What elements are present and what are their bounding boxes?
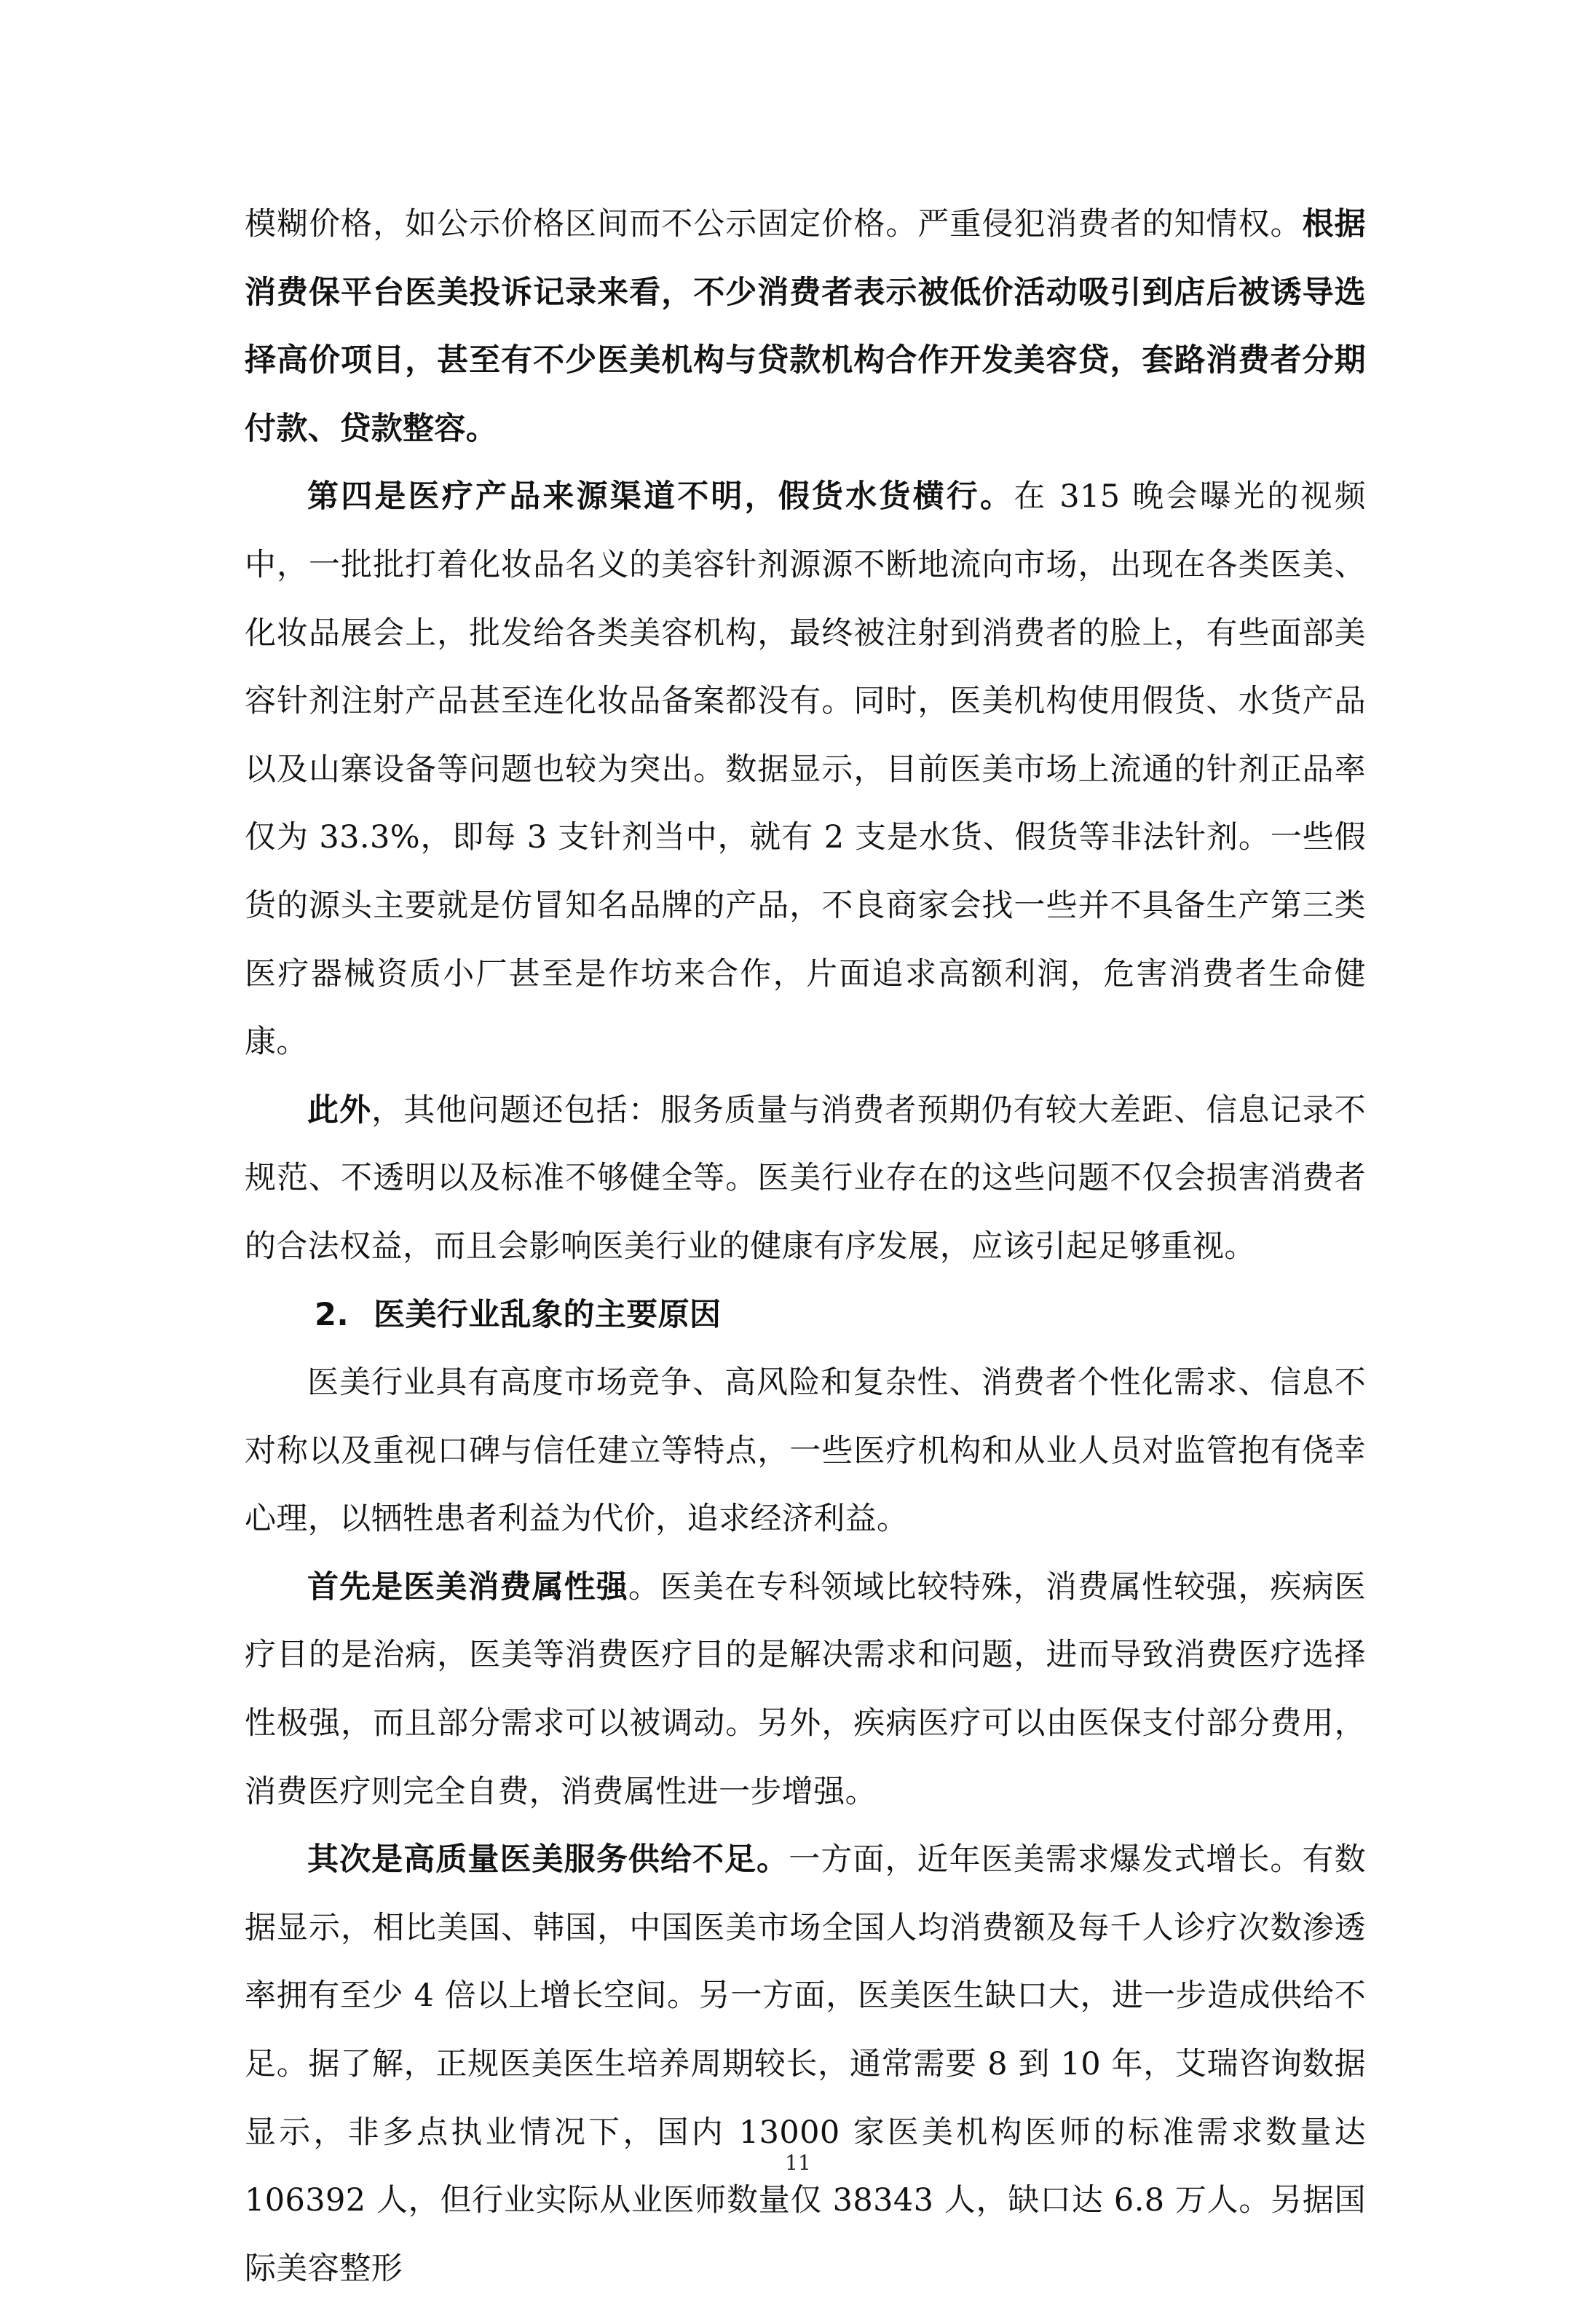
document-body [245,191,1366,2303]
paragraph-intro [245,1349,1366,1554]
paragraph-text: ，其他问题还包括：服务质量与消费者预期仍有较大差距、信息记录不规范、不透明以及标准不够健全等。医美行业存在的这些问题不仅会损害消费者的合法权益，而且会影响医美行业的健康有序发展，应该引起足够重视。 [245,1091,1366,1265]
paragraph-lead-bold: 其次是高质量医美服务供给不足。 [307,1841,789,1879]
paragraph-fourth-issue [245,463,1366,1076]
paragraph-lead-bold: 首先是医美消费属性强 [307,1568,628,1605]
section-number: 2. [315,1296,349,1333]
paragraph-text: 模糊价格，如公示价格区间而不公示固定价格。严重侵犯消费者的知情权。 [245,206,1303,242]
paragraph-text: 一方面，近年医美需求爆发式增长。有数据显示，相比美国、韩国，中国医美市场全国人均消费额及每千人诊疗次数渗透率拥有至少 4 倍以上增长空间。另一方面，医美医生缺口大，进一步造成供给不足。据了解，正规医美医生培养周期较长，通常需要 8 到 10 年，艾瑞咨询数据显示，非多点执业情况下，国内 13000 家医美机构医师的标准需求数量达 106392 人，但行业实际从业医师数量仅 38343 人，缺口达 6.8 万人。另据国际美容整形 [245,1841,1366,2287]
paragraph-text: 。医美在专科领域比较特殊，消费属性较强，疾病医疗目的是治病，医美等消费医疗目的是解决需求和问题，进而导致消费医疗选择性极强，而且部分需求可以被调动。另外，疾病医疗可以由医保支付部分费用，消费医疗则完全自费，消费属性进一步增强。 [245,1568,1366,1810]
paragraph-first-reason [245,1554,1366,1826]
paragraph-text: 在 315 晚会曝光的视频中，一批批打着化妆品名义的美容针剂源源不断地流向市场，出现在各类医美、化妆品展会上，批发给各类美容机构，最终被注射到消费者的脸上，有些面部美容针剂注射产品甚至连化妆品备案都没有。同时，医美机构使用假货、水货产品以及山寨设备等问题也较为突出。数据显示，目前医美市场上流通的针剂正品率仅为 33.3%，即每 3 支针剂当中，就有 2 支是水货、假货等非法针剂。一些假货的源头主要就是仿冒知名品牌的产品，不良商家会找一些并不具备生产第三类医疗器械资质小厂甚至是作坊来合作，片面追求高额利润，危害消费者生命健康。 [245,478,1366,1061]
paragraph-text: 医美行业具有高度市场竞争、高风险和复杂性、消费者个性化需求、信息不对称以及重视口碑与信任建立等特点，一些医疗机构和从业人员对监管抱有侥幸心理，以牺牲患者利益为代价，追求经济利益。 [245,1364,1366,1538]
section-title: 医美行业乱象的主要原因 [374,1296,722,1333]
paragraph-second-reason [245,1826,1366,2303]
paragraph-other-issues [245,1077,1366,1281]
paragraph-continuation [245,191,1366,463]
paragraph-bold-text: 根据消费保平台医美投诉记录来看，不少消费者表示被低价活动吸引到店后被诱导选择高价项目，甚至有不少医美机构与贷款机构合作开发美容贷，套路消费者分期付款、贷款整容。 [245,206,1366,447]
paragraph-lead-bold: 此外 [307,1091,372,1129]
section-heading [245,1281,1366,1350]
page-number: 11 [785,2151,811,2175]
paragraph-lead-bold: 第四是医疗产品来源渠道不明，假货水货横行。 [307,478,1014,515]
